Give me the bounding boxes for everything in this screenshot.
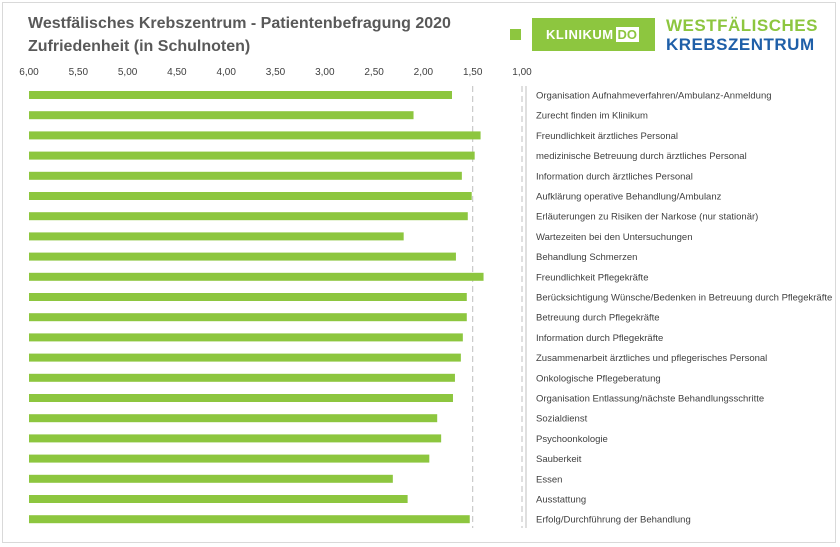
bar (29, 253, 456, 261)
category-label: Ausstattung (536, 494, 587, 506)
bar (29, 333, 463, 341)
category-label: Organisation Entlassung/nächste Behandlungsschritte (536, 393, 765, 405)
bar (29, 455, 429, 463)
brand-name-line1: WESTFÄLISCHES (666, 16, 818, 35)
chart-title: Westfälisches Krebszentrum - Patientenbefragung 2020 (28, 15, 451, 32)
category-label: Erfolg/Durchführung der Behandlung (536, 514, 691, 526)
bar (29, 172, 462, 180)
bar (29, 354, 461, 362)
category-label: Freundlichkeit Pflegekräfte (536, 272, 649, 284)
bar (29, 495, 408, 503)
x-tick-label: 1,50 (462, 67, 483, 78)
bar (29, 434, 441, 442)
brand-name-line2: KREBSZENTRUM (666, 35, 815, 54)
bar (29, 131, 481, 139)
x-tick-label: 3,50 (265, 67, 286, 78)
x-tick-label: 2,00 (413, 67, 434, 78)
bar (29, 475, 393, 483)
category-label: Freundlichkeit ärztliches Personal (536, 130, 679, 142)
bar (29, 313, 467, 321)
bar (29, 212, 468, 220)
grid-lines (473, 86, 522, 528)
category-label: Information durch Pflegekräfte (536, 332, 664, 344)
x-tick-label: 3,00 (315, 67, 335, 78)
x-tick-label: 1,00 (512, 67, 532, 78)
bar (29, 273, 484, 281)
category-label: Berücksichtigung Wünsche/Bedenken in Betreuung durch Pflegekräfte (536, 292, 833, 304)
x-tick-label: 2,50 (364, 67, 384, 78)
category-label: Behandlung Schmerzen (536, 252, 638, 264)
category-label: Onkologische Pflegeberatung (536, 373, 661, 385)
category-labels (536, 91, 832, 526)
x-tick-label: 6,00 (19, 67, 39, 78)
x-tick-label: 5,00 (117, 67, 138, 78)
bar (29, 374, 455, 382)
bar (29, 394, 453, 402)
bar (29, 414, 437, 422)
bar (29, 515, 470, 523)
bar (29, 293, 467, 301)
x-tick-label: 4,00 (216, 67, 236, 78)
category-label: medizinische Betreuung durch ärztliches Personal (536, 151, 747, 163)
logo-do-text: DO (617, 27, 638, 42)
x-tick-label: 5,50 (68, 67, 89, 78)
chart-subtitle: Zufriedenheit (in Schulnoten) (28, 38, 251, 55)
bar (29, 192, 472, 200)
category-label: Aufklärung operative Behandlung/Ambulanz (536, 191, 722, 203)
bars (29, 91, 484, 523)
category-label: Psychoonkologie (536, 433, 608, 445)
category-label: Betreuung durch Pflegekräfte (536, 312, 660, 324)
category-label: Information durch ärztliches Personal (536, 171, 693, 183)
category-label: Erläuterungen zu Risiken der Narkose (nur stationär) (536, 211, 759, 223)
bar (29, 111, 414, 119)
bar (29, 232, 404, 240)
bar (29, 152, 475, 160)
category-label: Wartezeiten bei den Untersuchungen (536, 231, 693, 243)
category-label: Essen (536, 474, 563, 486)
category-label: Sozialdienst (536, 413, 588, 425)
category-label: Zusammenarbeit ärztliches und pflegerisches Personal (536, 353, 768, 365)
x-tick-label: 4,50 (167, 67, 187, 78)
category-label: Sauberkeit (536, 454, 582, 466)
category-label: Organisation Aufnahmeverfahren/Ambulanz-Anmeldung (536, 90, 772, 102)
logo-klinikum-text: KLINIKUM (546, 27, 614, 42)
x-axis-ticks (19, 67, 532, 78)
category-label: Zurecht finden im Klinikum (536, 110, 648, 122)
bar (29, 91, 452, 99)
